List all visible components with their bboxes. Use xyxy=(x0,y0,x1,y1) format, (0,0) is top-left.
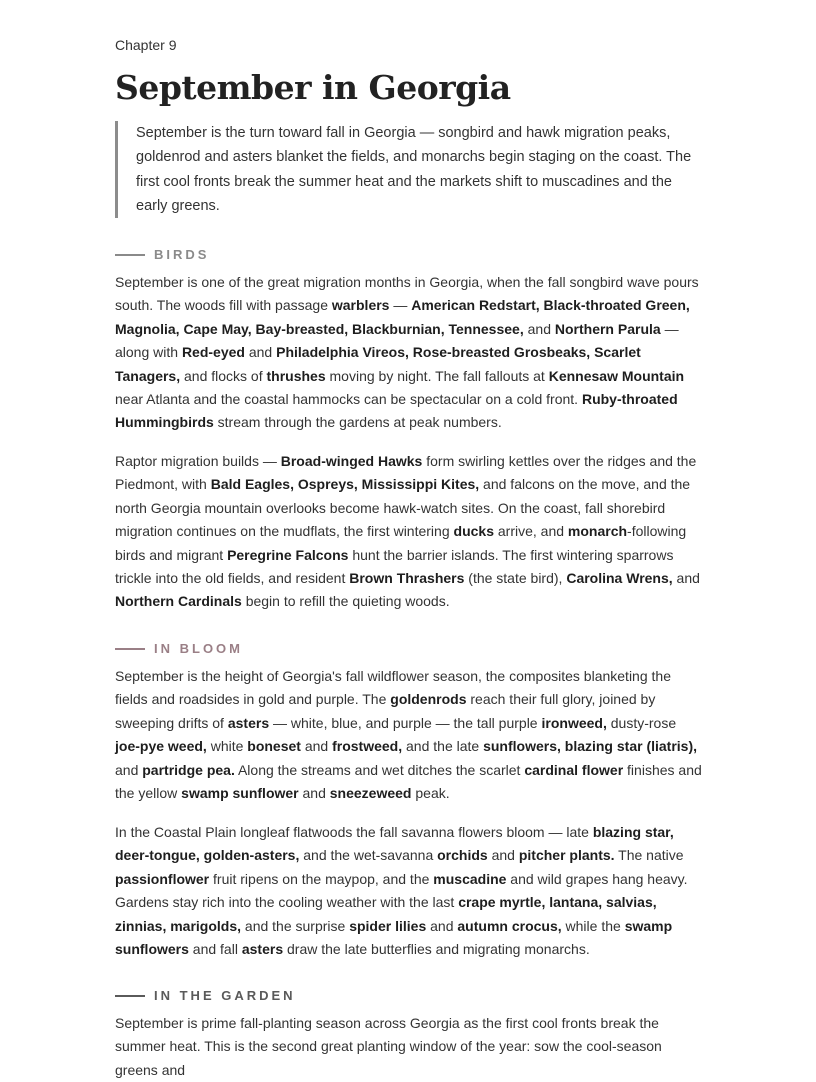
text-run: white xyxy=(206,738,248,755)
text-run: In the Coastal Plain longleaf flatwoods the fall savanna flowers bloom — late xyxy=(115,824,593,840)
bold-term: Carolina Wrens, xyxy=(566,570,673,587)
heading-rule xyxy=(115,995,145,997)
birds-paragraph-2 xyxy=(115,450,703,614)
bold-term: frostweed, xyxy=(332,738,403,755)
text-run: Raptor migration builds — xyxy=(115,453,281,469)
text-run: arrive, and xyxy=(493,523,568,540)
text-run: peak. xyxy=(411,785,450,802)
bold-term: orchids xyxy=(437,847,488,864)
bold-term: warblers xyxy=(331,297,390,314)
text-run: and flocks of xyxy=(180,367,267,384)
text-run: and wild grapes hang heavy. Gardens stay rich into the cooling weather with the last xyxy=(115,870,688,911)
garden-paragraph-1 xyxy=(115,1012,703,1082)
text-run: The native xyxy=(614,847,684,864)
text-run: and xyxy=(672,570,700,587)
text-run: form swirling kettles over the ridges and the Piedmont, with xyxy=(115,453,697,493)
text-run: reach their full glory, joined by sweeping drifts of xyxy=(115,691,656,731)
bold-term: joe-pye weed, xyxy=(115,738,207,755)
bold-term: American Redstart, Black-throated Green, Magnolia, Cape May, Bay-breasted, Blackburnian, Tennessee, xyxy=(115,297,690,337)
section-heading-label: BIRDS xyxy=(154,247,210,262)
text-run: and xyxy=(426,917,458,934)
bold-term: Broad-winged Hawks xyxy=(280,453,423,469)
text-run: — xyxy=(389,297,412,314)
text-run: stream through the gardens at peak numbers. xyxy=(213,414,502,431)
bold-term: Kennesaw Mountain xyxy=(548,367,685,384)
section-heading-birds xyxy=(115,247,209,262)
bold-term: asters xyxy=(241,941,284,958)
section-heading-label: IN BLOOM xyxy=(154,641,243,656)
section-heading-label: IN THE GARDEN xyxy=(154,988,296,1003)
heading-rule xyxy=(115,254,145,256)
text-run: hunt the barrier islands. The first wintering sparrows trickle into the old fields, and resident xyxy=(115,546,674,587)
section-heading-in-the-garden xyxy=(115,988,296,1003)
text-run: — along with xyxy=(115,320,679,361)
bold-term: Brown Thrashers xyxy=(349,570,465,587)
bold-term: cardinal flower xyxy=(524,761,624,778)
text-run: and xyxy=(487,847,519,864)
bold-term: muscadine xyxy=(433,870,507,887)
bold-term: autumn crocus, xyxy=(457,917,562,934)
bold-term: Philadelphia Vireos, Rose-breasted Grosbeaks, Scarlet Tanagers, xyxy=(115,344,641,384)
text-run: and the surprise xyxy=(241,917,350,934)
text-run: dusty-rose xyxy=(606,714,677,731)
bold-term: ducks xyxy=(453,523,494,540)
bold-term: Northern Parula xyxy=(554,320,661,337)
bold-term: ironweed, xyxy=(541,714,607,731)
text-run: and the late xyxy=(402,738,484,755)
text-run: and the wet-savanna xyxy=(299,847,438,864)
text-run: September is one of the great migration months in Georgia, when the fall songbird wave pours south. The woods fill with passage xyxy=(115,274,699,314)
bold-term: partridge pea. xyxy=(142,761,235,778)
text-run: — white, blue, and purple — the tall purple xyxy=(269,714,542,731)
birds-paragraph-1 xyxy=(115,271,703,435)
bold-term: goldenrods xyxy=(390,691,467,708)
bold-term: thrushes xyxy=(266,367,326,384)
bold-term: monarch xyxy=(567,523,628,540)
text-run: begin to refill the quieting woods. xyxy=(241,593,450,610)
bold-term: blazing star, deer-tongue, golden-asters, xyxy=(115,824,674,864)
section-heading-in-bloom xyxy=(115,641,243,656)
chapter-label: Chapter 9 xyxy=(115,37,177,53)
text-run: September is the height of Georgia's fall wildflower season, the composites blanketing the fields and roadsides in gold and purple. The xyxy=(115,668,671,708)
text-run: and xyxy=(300,738,333,755)
text-run: and falcons on the move, and the north Georgia mountain overlooks become hawk-watch sites. On the coast, fall shorebird migration continues on the mudflats, the first wintering xyxy=(115,476,691,540)
intro-blockquote: September is the turn toward fall in Georgia — songbird and hawk migration peaks, goldenrod and asters blanket the fields, and monarchs begin staging on the coast. The first cool fronts break the summer heat and the markets shift to muscadines and the early greens. xyxy=(115,121,706,218)
text-run: while the xyxy=(561,917,625,934)
bold-term: Peregrine Falcons xyxy=(227,546,349,563)
bold-term: pitcher plants. xyxy=(518,847,615,864)
text-run: and xyxy=(523,320,555,337)
bold-term: crape myrtle, lantana, salvias, zinnias, marigolds, xyxy=(115,894,657,934)
text-run: (the state bird), xyxy=(464,570,567,587)
bold-term: spider lilies xyxy=(349,917,427,934)
text-run: finishes and the yellow xyxy=(115,761,702,802)
text-run: moving by night. The fall fallouts at xyxy=(325,367,549,384)
bold-term: passionflower xyxy=(115,870,210,887)
bold-term: boneset xyxy=(247,738,301,755)
text-run: and xyxy=(298,785,330,802)
bold-term: Red-eyed xyxy=(181,344,245,361)
text-run: fruit ripens on the maypop, and the xyxy=(209,870,434,887)
bold-term: Ruby-throated Hummingbirds xyxy=(115,391,678,431)
text-run: -following birds and migrant xyxy=(115,523,687,563)
bold-term: Northern Cardinals xyxy=(115,593,242,610)
bold-term: sneezeweed xyxy=(329,785,412,802)
text-run: and xyxy=(115,761,143,778)
text-run: near Atlanta and the coastal hammocks can be spectacular on a cold front. xyxy=(115,391,582,408)
bold-term: Bald Eagles, Ospreys, Mississippi Kites, xyxy=(210,476,480,493)
bold-term: asters xyxy=(227,714,270,731)
text-run: draw the late butterflies and migrating monarchs. xyxy=(283,941,590,958)
bold-term: sunflowers, blazing star (liatris), xyxy=(483,738,698,755)
bloom-paragraph-2 xyxy=(115,821,703,961)
text-run: and fall xyxy=(188,941,242,958)
bloom-paragraph-1 xyxy=(115,665,703,805)
bold-term: swamp sunflower xyxy=(181,785,299,802)
page-title: September in Georgia xyxy=(115,68,511,107)
heading-rule xyxy=(115,648,145,650)
bold-term: swamp sunflowers xyxy=(115,917,673,958)
text-run: September is prime fall-planting season across Georgia as the first cool fronts break the summer heat. This is the second great planting window of the year: sow the cool-season greens and xyxy=(115,1015,662,1078)
text-run: Along the streams and wet ditches the scarlet xyxy=(234,761,525,778)
text-run: and xyxy=(244,344,277,361)
